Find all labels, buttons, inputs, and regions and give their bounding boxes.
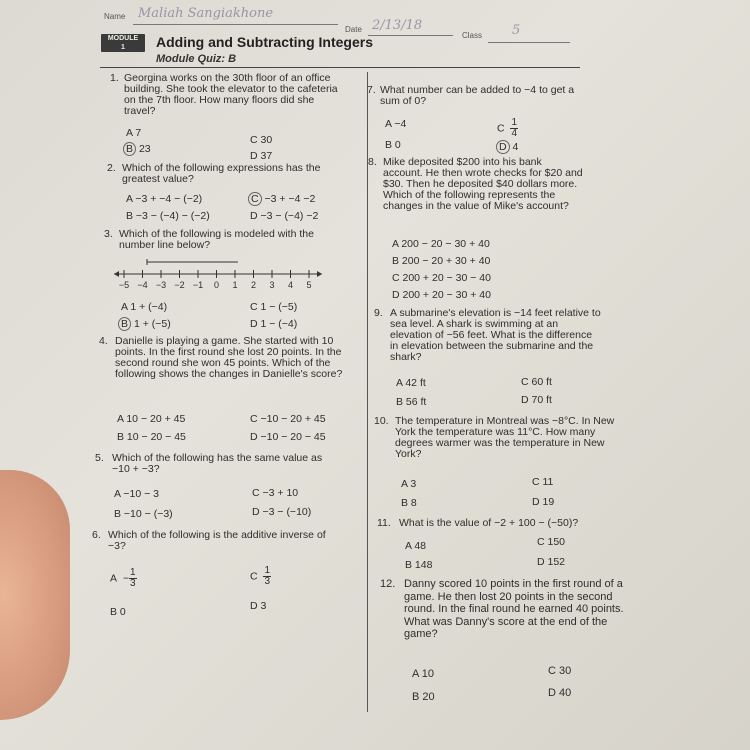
q10-text: The temperature in Montreal was −8°C. In New York the temperature was 11°C. How many degrees warmer was the temperature in New York? (395, 415, 615, 460)
q6-choice-d: D 3 (250, 600, 267, 612)
q7-choice-a: A −4 (385, 118, 407, 130)
q4-choice-a: A 10 − 20 + 45 (117, 413, 186, 425)
q2-choice-b: B −3 − (−4) − (−2) (126, 210, 210, 222)
q1-choice-c: C 30 (250, 134, 273, 146)
q4-choice-b: B 10 − 20 − 45 (117, 431, 186, 443)
q11-number: 11. (377, 517, 391, 529)
q9-number: 9. (374, 307, 383, 319)
q9-choice-b: B 56 ft (396, 396, 427, 408)
q6-number: 6. (92, 529, 101, 541)
q7-choice-c-fraction (510, 118, 518, 139)
q3-choice-d: D 1 − (−4) (250, 318, 298, 330)
module-number: 1 (121, 44, 125, 51)
q6-choice-c-denominator: 3 (264, 576, 270, 587)
q4-text: Danielle is playing a game. She started with 10 points. In the first round she lost 20 points. In the second round she won 45 points. Which of the following shows the changes in Danielle's score? (115, 335, 343, 380)
q2-choice-c-letter: C (248, 192, 262, 206)
q5-choice-d: D −3 − (−10) (252, 506, 312, 518)
q1-text: Georgina works on the 30th floor of an office building. She took the elevator to the cafeteria on the 7th floor. How many floors did she travel? (124, 72, 338, 117)
q7-choice-c-letter: C (497, 122, 505, 135)
q5-choice-b: B −10 − (−3) (114, 508, 173, 520)
q8-text: Mike deposited $200 into his bank account. He then wrote checks for $20 and $30. Then he deposited $40 dollars more. Which of the following represents the changes in the value of Mike's account? (383, 156, 583, 212)
q12-choice-b: B 20 (412, 691, 435, 703)
q1-choice-b (123, 143, 151, 155)
q6-choice-c-fraction (263, 566, 271, 587)
q4-choice-c: C −10 − 20 + 45 (250, 413, 326, 425)
number-line-right-arrowhead (317, 271, 322, 277)
q5-number: 5. (95, 452, 104, 464)
q2-text: Which of the following expressions has the greatest value? (122, 162, 321, 185)
q7-choice-d (496, 141, 518, 153)
q9-text: A submarine's elevation is −14 feet relative to sea level. A shark is swimming at an elevation of −56 feet. What is the difference in elevation between the submarine and the shark? (390, 307, 601, 363)
page-subtitle: Module Quiz: B (156, 53, 237, 65)
q6-choice-a-fraction (129, 568, 137, 589)
q8-choice-d: D 200 + 20 − 30 + 40 (392, 289, 491, 301)
class-handwritten: 5 (512, 23, 521, 38)
q12-text: Danny scored 10 points in the first round of a game. He then lost 20 points in the second round. In the final round he earned 40 points. What was Danny's score at the end of the game? (404, 578, 624, 640)
q6-choice-a-denominator: 3 (130, 578, 136, 589)
q9-choice-c: C 60 ft (521, 376, 552, 388)
module-badge (101, 34, 145, 52)
number-line-left-arrowhead (114, 271, 119, 277)
q10-choice-d: D 19 (532, 496, 555, 508)
q7-choice-c-numerator: 1 (511, 117, 517, 128)
q8-choice-b: B 200 − 20 + 30 + 40 (392, 255, 491, 267)
q10-choice-b: B 8 (401, 497, 417, 509)
q12-number: 12. (380, 578, 396, 590)
name-line (133, 24, 338, 25)
q3-choice-b-value: 1 + (−5) (133, 318, 171, 330)
class-label: Class (462, 31, 483, 40)
q8-number: 8. (368, 156, 377, 168)
column-divider (367, 72, 368, 712)
q11-choice-b: B 148 (405, 559, 433, 571)
q12-choice-d: D 40 (548, 687, 572, 699)
q6-choice-a (110, 568, 137, 589)
q7-choice-d-letter: D (496, 140, 510, 154)
q1-choice-b-value: 23 (138, 143, 151, 155)
name-handwritten: Maliah Sangiakhone (138, 6, 274, 21)
page-title: Adding and Subtracting Integers (156, 34, 374, 50)
q7-choice-d-value: 4 (512, 141, 519, 153)
date-handwritten: 2/13/18 (372, 18, 423, 33)
q6-choice-b: B 0 (110, 606, 126, 618)
q4-number: 4. (99, 335, 108, 347)
module-label: MODULE (107, 35, 139, 42)
q3-choice-b-letter: B (118, 317, 131, 331)
q6-choice-a-numerator: 1 (130, 567, 136, 578)
q7-choice-b: B 0 (385, 139, 401, 151)
q7-number: 7. (367, 84, 376, 96)
q4-choice-d: D −10 − 20 − 45 (250, 431, 326, 443)
q7-choice-c (497, 118, 518, 139)
q10-number: 10. (374, 415, 389, 427)
q2-choice-d: D −3 − (−4) −2 (250, 210, 319, 222)
q6-choice-c-numerator: 1 (264, 565, 270, 576)
q5-choice-a: A −10 − 3 (114, 488, 159, 500)
q10-choice-a: A 3 (401, 478, 417, 490)
q11-choice-c: C 150 (537, 536, 566, 548)
number-line-tick-label: 4 (287, 280, 294, 290)
q10-choice-c: C 11 (532, 476, 554, 488)
q9-choice-a: A 42 ft (396, 377, 426, 389)
q11-text: What is the value of −2 + 100 − (−50)? (399, 517, 579, 529)
finger-thumb (0, 470, 70, 720)
number-line-tick-label: 2 (250, 280, 257, 290)
q11-choice-d: D 152 (537, 556, 566, 568)
q9-choice-d: D 70 ft (521, 394, 552, 406)
number-line-tick-label: −2 (174, 280, 185, 290)
q7-choice-c-denominator: 4 (511, 128, 517, 139)
number-line-tick-label: 5 (306, 280, 312, 290)
q6-text: Which of the following is the additive inverse of −3? (108, 529, 326, 552)
number-line-tick-label: −5 (118, 280, 130, 290)
date-label: Date (345, 25, 362, 34)
q6-choice-c (250, 566, 271, 587)
q6-choice-a-sign: − (122, 572, 129, 585)
number-line-tick-label: −4 (137, 280, 148, 290)
q3-choice-b (118, 318, 171, 330)
q12-choice-a: A 10 (412, 668, 435, 680)
q5-choice-c: C −3 + 10 (252, 487, 299, 499)
q1-choice-d: D 37 (250, 150, 273, 162)
q7-text: What number can be added to −4 to get a sum of 0? (380, 84, 575, 107)
q1-choice-b-letter: B (123, 142, 136, 156)
number-line-tick-label: −3 (155, 280, 167, 290)
header-rule (100, 67, 580, 68)
q3-choice-a: A 1 + (−4) (121, 301, 168, 313)
class-line (488, 42, 570, 43)
q3-choice-c: C 1 − (−5) (250, 301, 298, 313)
q5-text: Which of the following has the same value as −10 + −3? (112, 452, 323, 475)
q6-choice-a-letter: A (110, 572, 118, 585)
q11-choice-a: A 48 (405, 540, 427, 552)
q2-number: 2. (107, 162, 116, 174)
q12-choice-c: C 30 (548, 665, 572, 677)
q2-choice-c (248, 193, 315, 205)
q1-choice-a: A 7 (126, 127, 142, 139)
number-line-tick-label: 0 (213, 280, 220, 290)
number-line-tick-label: 3 (269, 280, 275, 290)
q8-choice-c: C 200 + 20 − 30 − 40 (392, 272, 491, 284)
q3-number: 3. (104, 228, 113, 240)
q6-choice-c-letter: C (250, 570, 258, 583)
q8-choice-a: A 200 − 20 − 30 + 40 (392, 238, 490, 250)
number-line (112, 258, 327, 290)
q2-choice-c-value: −3 + −4 −2 (264, 193, 316, 205)
number-line-tick-label: −1 (192, 280, 204, 290)
number-line-tick-label: 1 (232, 280, 238, 290)
date-line (368, 35, 453, 36)
q2-choice-a: A −3 + −4 − (−2) (126, 193, 203, 205)
q3-text: Which of the following is modeled with the number line below? (119, 228, 314, 251)
name-label: Name (104, 12, 126, 21)
q1-number: 1. (110, 72, 119, 84)
